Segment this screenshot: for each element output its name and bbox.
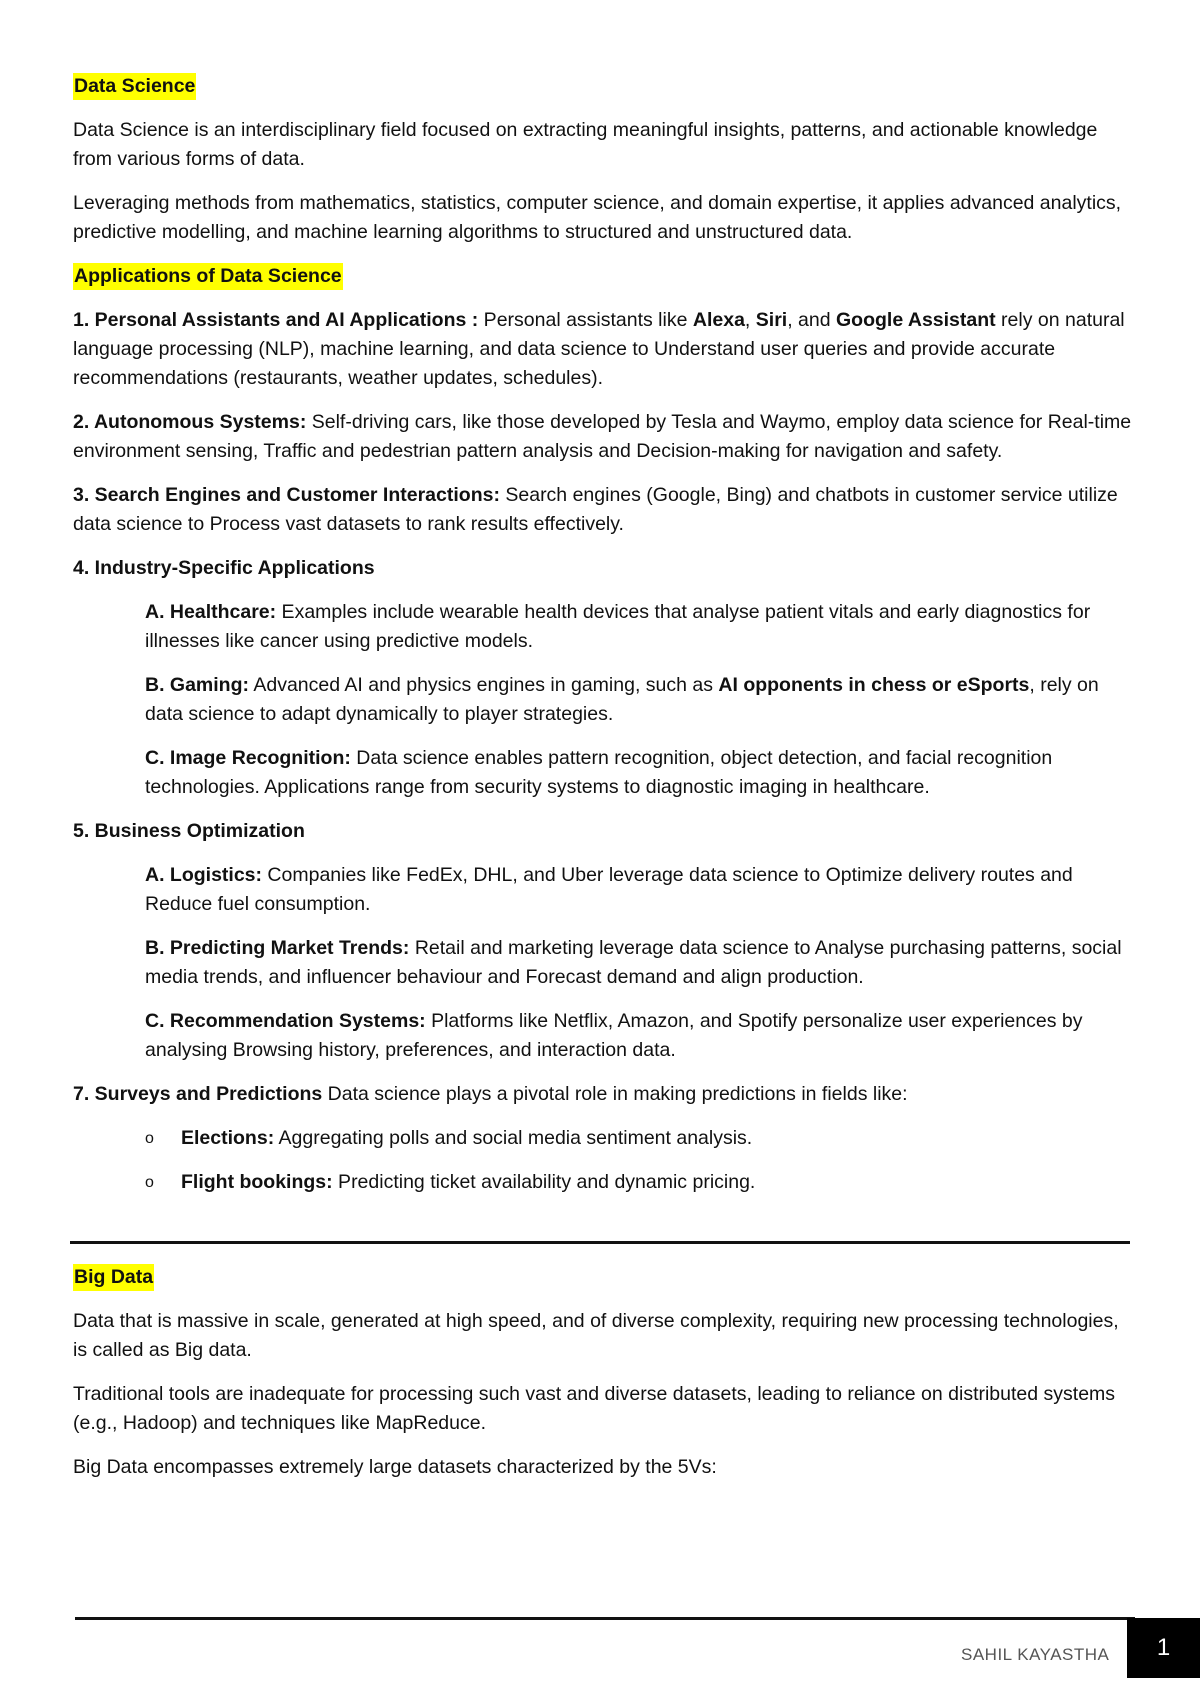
application-item-1-text-d: rely on natural language processing (NLP), machine learning, and data science to Understand user queries and provide accurate recommendations (restaurants, weather updates, schedules). bbox=[73, 309, 1125, 389]
applications-heading-row bbox=[73, 262, 1133, 291]
application-item-1-text-a: Personal assistants like bbox=[478, 309, 693, 331]
application-item-4-title: 4. Industry-Specific Applications bbox=[73, 557, 375, 579]
application-item-7 bbox=[73, 1080, 1133, 1109]
elections-text: Aggregating polls and social media sentiment analysis. bbox=[274, 1127, 753, 1149]
recommendation-systems-text: Platforms like Netflix, Amazon, and Spotify personalize user experiences by analysing Browsing history, preferences, and interaction data. bbox=[145, 1010, 1083, 1061]
page-number-box bbox=[1127, 1618, 1200, 1678]
footer-divider bbox=[75, 1617, 1135, 1620]
recommendation-systems-title: C. Recommendation Systems: bbox=[145, 1010, 426, 1032]
application-item-2 bbox=[73, 408, 1133, 466]
image-recognition-item bbox=[145, 744, 1133, 802]
application-item-3-title: 3. Search Engines and Customer Interactions: bbox=[73, 484, 500, 506]
application-item-2-text: Self-driving cars, like those developed by Tesla and Waymo, employ data science for Real-time environment sensing, Traffic and pedestrian pattern analysis and Decision-making for navigation and safety. bbox=[73, 411, 1132, 462]
application-item-3 bbox=[73, 481, 1133, 539]
big-data-paragraph-3: Big Data encompasses extremely large datasets characterized by the 5Vs: bbox=[73, 1456, 717, 1478]
image-recognition-text: Data science enables pattern recognition, object detection, and facial recognition technologies. Applications range from security systems to diagnostic imaging in healthcare. bbox=[145, 747, 1053, 798]
bullet-marker: o bbox=[145, 1174, 154, 1191]
big-data-heading-row bbox=[73, 1263, 1133, 1292]
bullet-elections bbox=[145, 1124, 1133, 1153]
gaming-text-a: Advanced AI and physics engines in gaming, such as bbox=[249, 674, 719, 696]
application-item-1-title: 1. Personal Assistants and AI Applications : bbox=[73, 309, 479, 331]
big-data-heading: Big Data bbox=[73, 1264, 154, 1291]
application-item-5 bbox=[73, 817, 1133, 846]
logistics-item bbox=[145, 861, 1133, 919]
application-item-2-title: 2. Autonomous Systems: bbox=[73, 411, 307, 433]
data-science-paragraph-2: Leveraging methods from mathematics, statistics, computer science, and domain expertise, it applies advanced analytics, predictive modelling, and machine learning algorithms to structured and unstructured data. bbox=[73, 192, 1122, 243]
gaming-title: B. Gaming: bbox=[145, 674, 250, 696]
big-data-paragraph-2: Traditional tools are inadequate for processing such vast and diverse datasets, leading to reliance on distributed systems (e.g., Hadoop) and techniques like MapReduce. bbox=[73, 1383, 1116, 1434]
gaming-item bbox=[145, 671, 1133, 729]
bullet-flight-bookings bbox=[145, 1168, 1133, 1197]
flight-bookings-title: Flight bookings: bbox=[181, 1171, 333, 1193]
siri-label: Siri bbox=[755, 309, 788, 331]
application-item-1-text-c: , and bbox=[787, 309, 836, 331]
healthcare-item bbox=[145, 598, 1133, 656]
recommendation-systems-item bbox=[145, 1007, 1133, 1065]
logistics-title: A. Logistics: bbox=[145, 864, 263, 886]
application-item-4 bbox=[73, 554, 1133, 583]
data-science-paragraph-1: Data Science is an interdisciplinary field focused on extracting meaningful insights, patterns, and actionable knowledge from various forms of data. bbox=[73, 119, 1098, 170]
healthcare-title: A. Healthcare: bbox=[145, 601, 277, 623]
application-item-7-text: Data science plays a pivotal role in making predictions in fields like: bbox=[322, 1083, 908, 1105]
big-data-paragraph-1: Data that is massive in scale, generated at high speed, and of diverse complexity, requiring new processing technologies, is called as Big data. bbox=[73, 1310, 1119, 1361]
market-trends-item bbox=[145, 934, 1133, 992]
alexa-label: Alexa bbox=[692, 309, 745, 331]
market-trends-text: Retail and marketing leverage data science to Analyse purchasing patterns, social media trends, and influencer behaviour and Forecast demand and align production. bbox=[145, 937, 1122, 988]
application-item-7-title: 7. Surveys and Predictions bbox=[73, 1083, 323, 1105]
bullet-marker: o bbox=[145, 1130, 154, 1147]
healthcare-text: Examples include wearable health devices that analyse patient vitals and early diagnostics for illnesses like cancer using predictive models. bbox=[145, 601, 1091, 652]
application-item-3-text: Search engines (Google, Bing) and chatbots in customer service utilize data science to Process vast datasets to rank results effectively. bbox=[73, 484, 1118, 535]
data-science-heading-row bbox=[73, 72, 1133, 101]
gaming-bold-text: AI opponents in chess or eSports bbox=[718, 674, 1030, 696]
gaming-text-b: , rely on data science to adapt dynamically to player strategies. bbox=[145, 674, 1099, 725]
application-item-1-text-b: , bbox=[744, 309, 756, 331]
applications-heading: Applications of Data Science bbox=[73, 263, 343, 290]
page-number: 1 bbox=[1156, 1634, 1171, 1661]
elections-title: Elections: bbox=[181, 1127, 275, 1149]
flight-bookings-text: Predicting ticket availability and dynamic pricing. bbox=[332, 1171, 756, 1193]
application-item-1 bbox=[73, 306, 1133, 393]
image-recognition-title: C. Image Recognition: bbox=[145, 747, 351, 769]
application-item-5-title: 5. Business Optimization bbox=[73, 820, 305, 842]
section-divider bbox=[70, 1241, 1130, 1244]
page-body bbox=[73, 72, 1133, 1497]
data-science-heading: Data Science bbox=[73, 73, 196, 100]
footer-author: SAHIL KAYASTHA bbox=[961, 1645, 1110, 1664]
market-trends-title: B. Predicting Market Trends: bbox=[145, 937, 410, 959]
logistics-text: Companies like FedEx, DHL, and Uber leverage data science to Optimize delivery routes and Reduce fuel consumption. bbox=[145, 864, 1073, 915]
google-assistant-label: Google Assistant bbox=[836, 309, 996, 331]
